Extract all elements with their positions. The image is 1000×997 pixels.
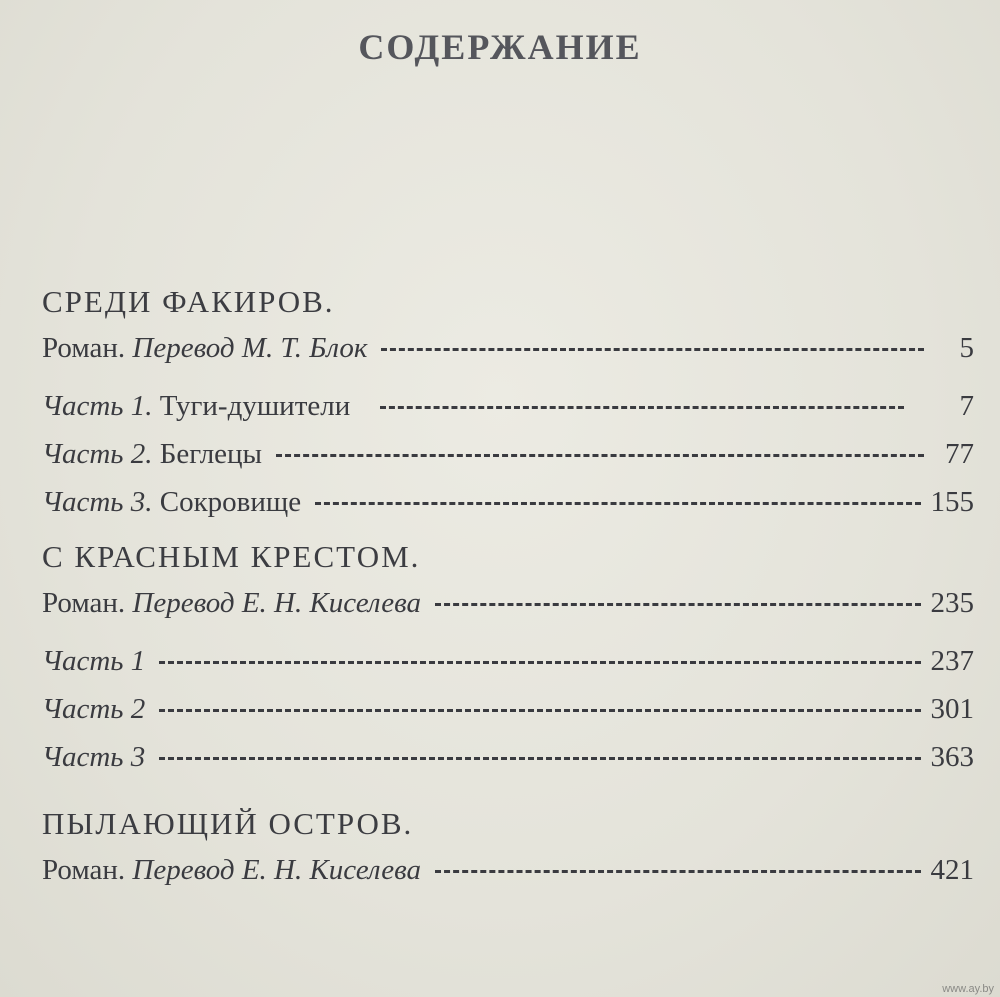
toc-entry-part[interactable] xyxy=(42,382,974,430)
dot-leader xyxy=(315,502,920,505)
page-number: 363 xyxy=(930,741,974,773)
section-title: С КРАСНЫМ КРЕСТОМ. xyxy=(42,539,421,574)
entry-label: Часть 2. Беглецы xyxy=(42,438,263,470)
section-title: ПЫЛАЮЩИЙ ОСТРОВ. xyxy=(42,806,414,841)
dot-leader xyxy=(435,603,920,606)
toc-entry-intro[interactable] xyxy=(42,579,974,627)
dot-leader xyxy=(276,454,924,457)
entry-label: Часть 1. Туги-душители xyxy=(42,390,351,422)
toc-section-3 xyxy=(42,802,974,894)
entry-label: Роман. Перевод Е. Н. Киселева xyxy=(42,587,422,619)
page-number: 5 xyxy=(959,332,974,364)
toc-entry-part[interactable] xyxy=(42,637,974,685)
entry-label: Роман. Перевод М. Т. Блок xyxy=(42,332,368,364)
dot-leader xyxy=(159,709,920,712)
toc-entry-part[interactable] xyxy=(42,430,974,478)
toc-entry-part[interactable] xyxy=(42,733,974,781)
page-number: 237 xyxy=(930,645,974,677)
dot-leader xyxy=(159,661,920,664)
page-number: 7 xyxy=(959,390,974,422)
entry-label: Часть 1 xyxy=(42,645,146,677)
page-number: 155 xyxy=(930,486,974,518)
toc-entry-part[interactable] xyxy=(42,478,974,526)
page-number: 421 xyxy=(930,854,974,886)
entry-label: Часть 2 xyxy=(42,693,146,725)
toc-entry-part[interactable] xyxy=(42,685,974,733)
page-title: СОДЕРЖАНИЕ xyxy=(358,27,642,67)
dot-leader xyxy=(159,757,920,760)
page-number: 77 xyxy=(945,438,974,470)
toc-section-2 xyxy=(42,535,974,781)
watermark: www.ay.by xyxy=(942,983,994,995)
entry-label: Роман. Перевод Е. Н. Киселева xyxy=(42,854,422,886)
entry-label: Часть 3 xyxy=(42,741,146,773)
dot-leader xyxy=(380,406,904,409)
page-number: 301 xyxy=(930,693,974,725)
toc-section-1 xyxy=(42,280,974,526)
section-title: СРЕДИ ФАКИРОВ. xyxy=(42,284,335,319)
entry-label: Часть 3. Сокровище xyxy=(42,486,302,518)
dot-leader xyxy=(381,348,924,351)
dot-leader xyxy=(435,870,920,873)
page-number: 235 xyxy=(930,587,974,619)
toc-entry-intro[interactable] xyxy=(42,846,974,894)
toc-entry-intro[interactable] xyxy=(42,324,974,372)
